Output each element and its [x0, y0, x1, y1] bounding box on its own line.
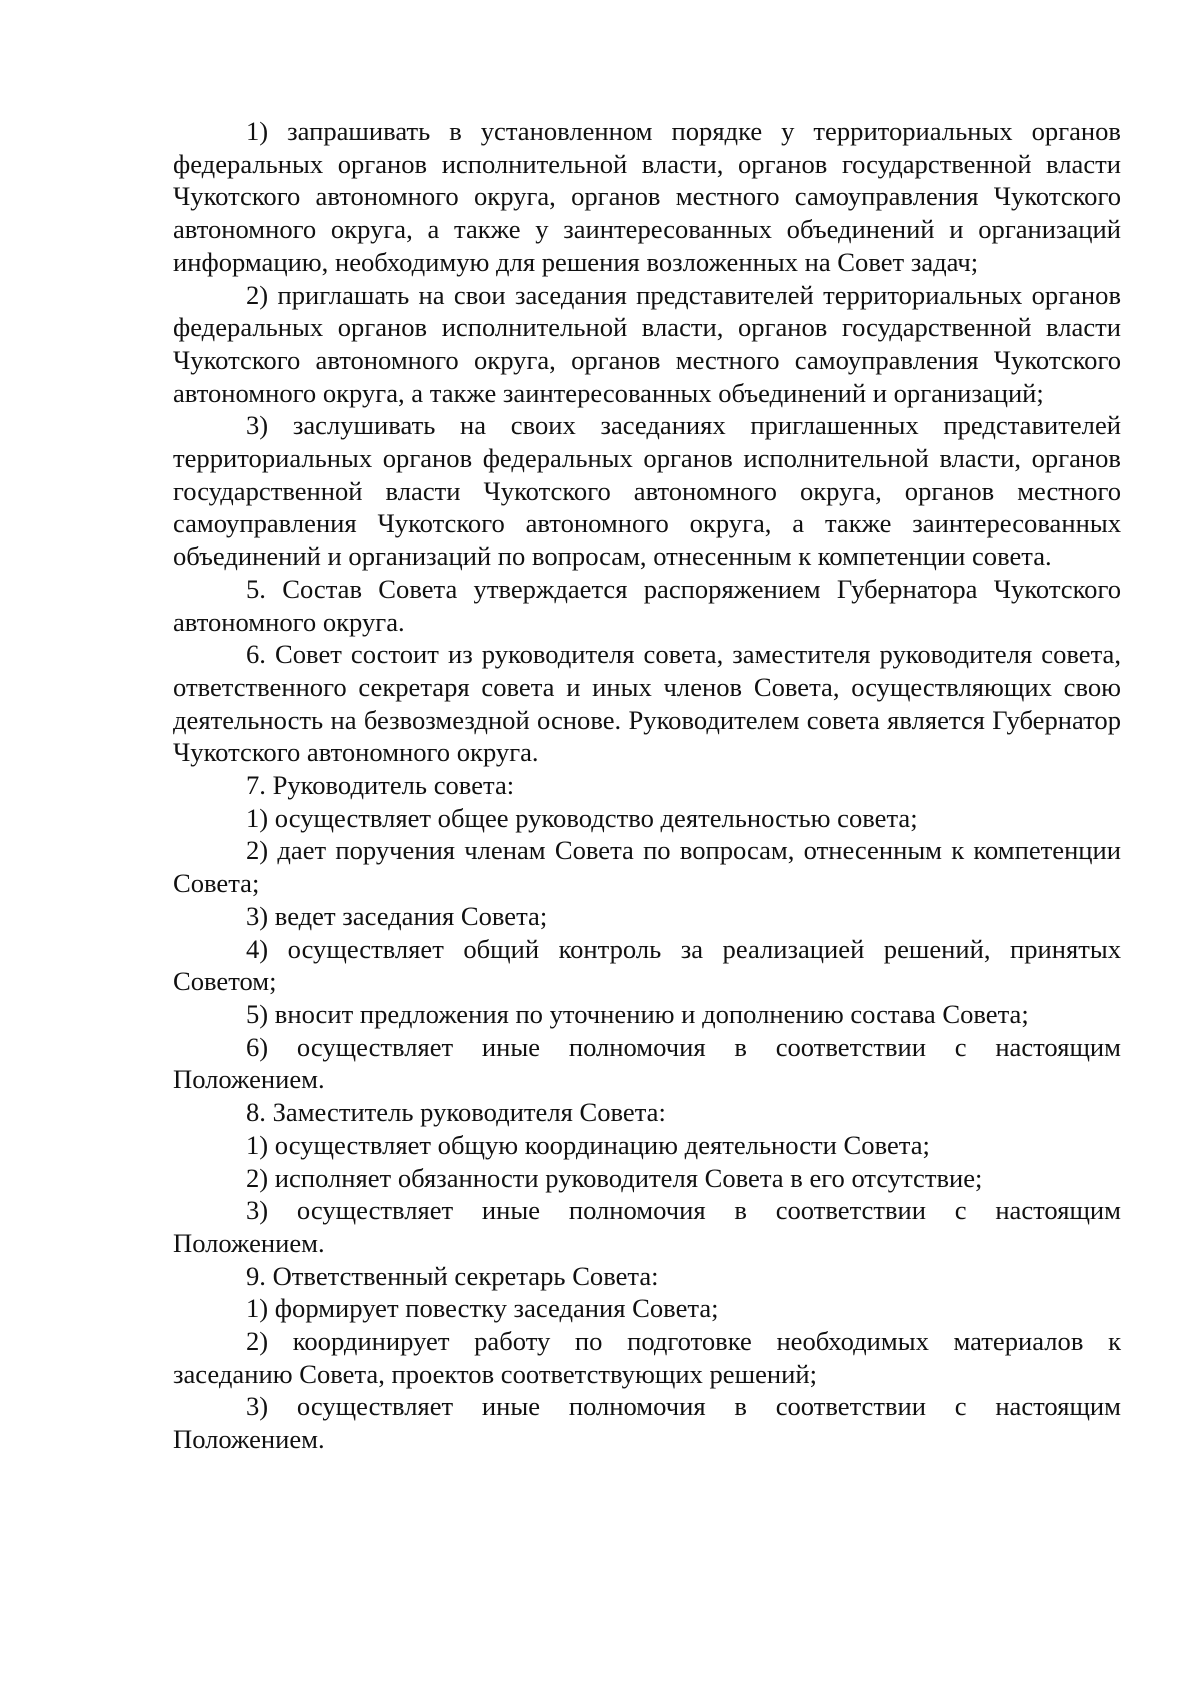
paragraph-section-7-item-3: 3) ведет заседания Совета;: [246, 900, 548, 931]
paragraph-section-7-item-2: 2) дает поручения членам Совета по вопросам, отнесенным к компетенции Совета;: [173, 835, 1121, 899]
paragraph-section-7-heading: 7. Руководитель совета:: [246, 770, 515, 801]
paragraph-section-8-item-3: 3) осуществляет иные полномочия в соответствии с настоящим Положением.: [173, 1195, 1121, 1258]
paragraph-item-3-hear: 3) заслушивать на своих заседаниях приглашенных представителей территориальных органов федеральных органов исполнительной власти, органов государственной власти Чукотского автономного округа, органов местного самоуправления Чукотского автономного округа, а также заинтересованных объединений и организаций по вопросам, отнесенным к компетенции совета.: [173, 410, 1121, 572]
document-body: [173, 115, 1121, 1456]
paragraph-section-5: 5. Состав Совета утверждается распоряжением Губернатора Чукотского автономного округа.: [173, 573, 1121, 637]
paragraph-section-9-item-3: 3) осуществляет иные полномочия в соответствии с настоящим Положением.: [173, 1391, 1121, 1455]
paragraph-item-2-invite: 2) приглашать на свои заседания представителей территориальных органов федеральных органов исполнительной власти, органов государственной власти Чукотского автономного округа, органов местного самоуправления Чукотского автономного округа, а также заинтересованных объединений и организаций;: [173, 279, 1121, 408]
paragraph-section-9-item-1: 1) формирует повестку заседания Совета;: [246, 1293, 719, 1324]
paragraph-section-7-item-4: 4) осуществляет общий контроль за реализацией решений, принятых Советом;: [173, 933, 1121, 997]
paragraph-section-8-item-1: 1) осуществляет общую координацию деятельности Совета;: [246, 1129, 930, 1160]
paragraph-item-1-request-info: 1) запрашивать в установленном порядке у территориальных органов федеральных органов исполнительной власти, органов государственной власти Чукотского автономного округа, органов местного самоуправления Чукотского автономного округа, а также у заинтересованных объединений и организаций информацию, необходимую для решения возложенных на Совет задач;: [173, 116, 1121, 277]
paragraph-section-7-item-5: 5) вносит предложения по уточнению и дополнению состава Совета;: [246, 998, 1029, 1029]
paragraph-section-9-item-2: 2) координирует работу по подготовке необходимых материалов к заседанию Совета, проектов соответствующих решений;: [173, 1326, 1121, 1389]
paragraph-section-6: 6. Совет состоит из руководителя совета, заместителя руководителя совета, ответственного секретаря совета и иных членов Совета, осуществляющих свою деятельность на безвозмездной основе. Руководителем совета является Губернатор Чукотского автономного округа.: [173, 639, 1121, 768]
paragraph-section-8-heading: 8. Заместитель руководителя Совета:: [246, 1097, 666, 1128]
paragraph-section-9-heading: 9. Ответственный секретарь Совета:: [246, 1260, 659, 1291]
paragraph-section-7-item-6: 6) осуществляет иные полномочия в соответствии с настоящим Положением.: [173, 1031, 1121, 1095]
paragraph-section-7-item-1: 1) осуществляет общее руководство деятельностью совета;: [246, 802, 918, 833]
paragraph-section-8-item-2: 2) исполняет обязанности руководителя Совета в его отсутствие;: [246, 1162, 983, 1193]
